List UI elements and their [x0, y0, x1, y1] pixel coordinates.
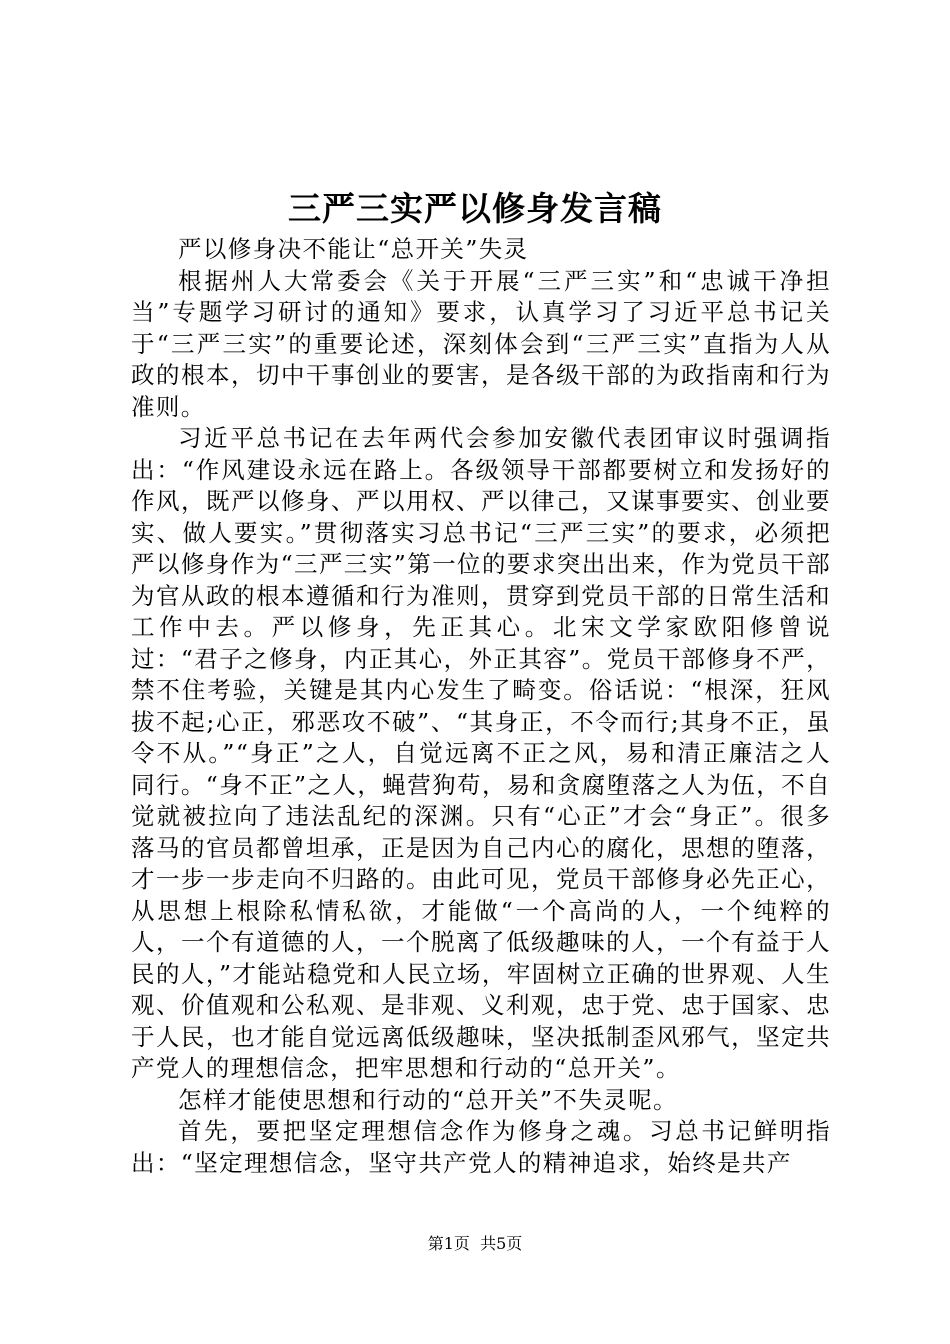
paragraph: 根据州人大常委会《关于开展“三严三实”和“忠诚干净担当”专题学习研讨的通知》要求，认真学习了习近平总书记关于“三严三实”的重要论述，深刻体会到“三严三实”直指为人从政的根本，切中干事创业的要害，是各级干部的为政指南和行为准则。 [131, 266, 831, 421]
page-footer [0, 1232, 950, 1256]
paragraph: 习近平总书记在去年两代会参加安徽代表团审议时强调指出：“作风建设永远在路上。各级领导干部都要树立和发扬好的作风，既严以修身、严以用权、严以律己，又谋事要实、创业要实、做人要实。”贯彻落实习总书记“三严三实”的要求，必须把严以修身作为“三严三实”第一位的要求突出出来，作为党员干部为官从政的根本遵循和行为准则，贯穿到党员干部的日常生活和工作中去。严以修身，先正其心。北宋文学家欧阳修曾说过：“君子之修身，内正其心，外正其容”。党员干部修身不严，禁不住考验，关键是其内心发生了畸变。俗话说：“根深，狂风拔不起;心正，邪恶攻不破”、“其身正，不令而行;其身不正，虽令不从。”“身正”之人，自觉远离不正之风，易和清正廉洁之人同行。“身不正”之人，蝇营狗苟，易和贪腐堕落之人为伍，不自觉就被拉向了违法乱纪的深渊。只有“心正”才会“身正”。很多落马的官员都曾坦承，正是因为自己内心的腐化，思想的堕落，才一步一步走向不归路的。由此可见，党员干部修身必先正心，从思想上根除私情私欲，才能做“一个高尚的人，一个纯粹的人，一个有道德的人，一个脱离了低级趣味的人，一个有益于人民的人，”才能站稳党和人民立场，牢固树立正确的世界观、人生观、价值观和公私观、是非观、义利观，忠于党、忠于国家、忠于人民，也才能自觉远离低级趣味，坚决抵制歪风邪气，坚定共产党人的理想信念，把牢思想和行动的“总开关”。 [131, 424, 831, 1082]
paragraph: 怎样才能使思想和行动的“总开关”不失灵呢。 [178, 1085, 678, 1114]
page-total: 共5页 [480, 1234, 523, 1253]
document-title: 三严三实严以修身发言稿 [288, 189, 662, 228]
paragraph: 首先，要把坚定理想信念作为修身之魂。习总书记鲜明指出：“坚定理想信念，坚守共产党人的精神追求，始终是共产 [131, 1117, 831, 1177]
paragraph-subtitle: 严以修身决不能让“总开关”失灵 [178, 235, 529, 263]
page-number: 第1页 [427, 1234, 470, 1253]
document-body [131, 234, 831, 1179]
